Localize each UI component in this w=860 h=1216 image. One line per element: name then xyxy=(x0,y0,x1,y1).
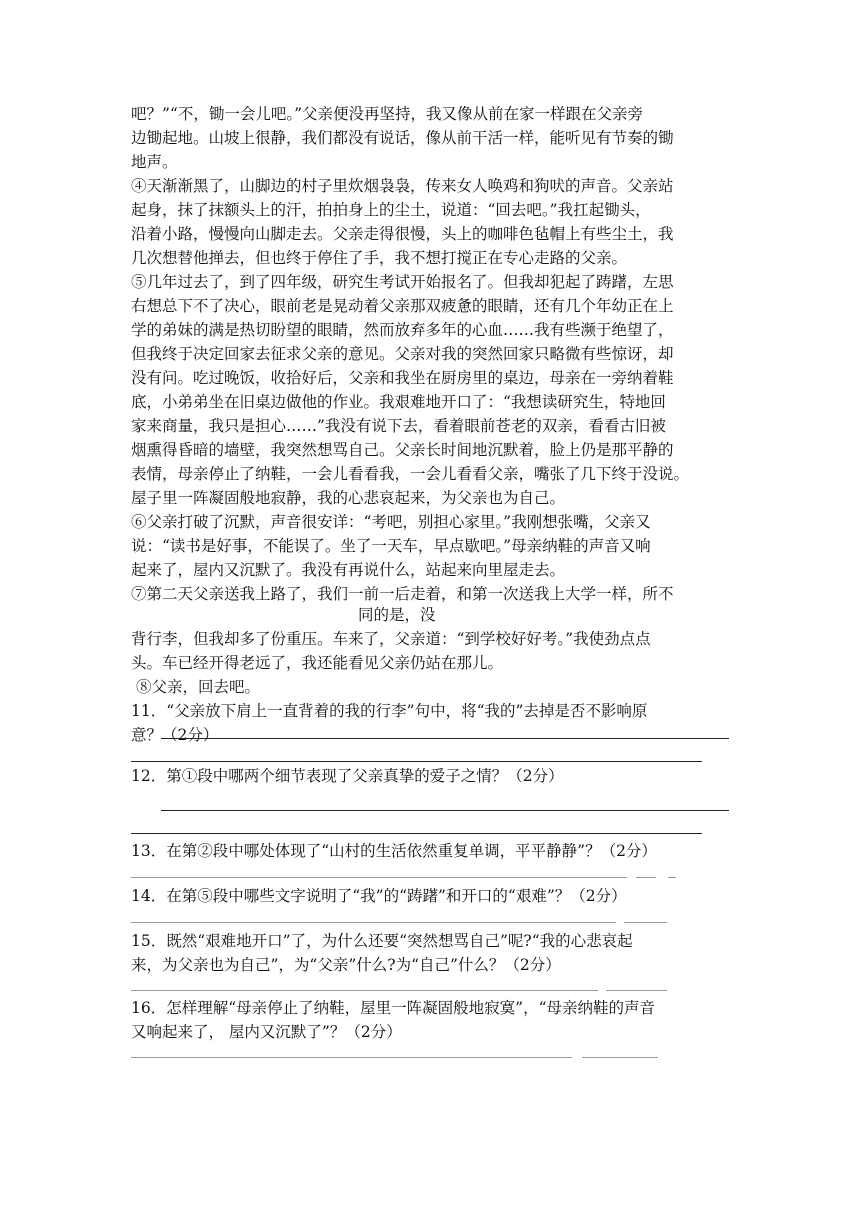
answer-line-16a[interactable] xyxy=(131,1057,572,1058)
passage-line: 烟熏得昏暗的墙壁，我突然想骂自己。父亲长时间地沉默着，脸上仍是那平静的 xyxy=(131,441,674,459)
paragraph-8: ⑧父亲，回去吧。 xyxy=(136,678,261,696)
passage-line: 没有问。吃过晚饭，收拾好后，父亲和我坐在厨房里的桌边，母亲在一旁纳着鞋 xyxy=(131,369,674,387)
paragraph-6-start: ⑥父亲打破了沉默，声音很安详：“考吧，别担心家里。”我刚想张嘴，父亲又 xyxy=(131,513,651,531)
answer-line-15b[interactable] xyxy=(606,990,667,991)
question-16: 16．怎样理解“母亲停止了纳鞋，屋里一阵凝固般地寂寞”，“母亲纳鞋的声音 xyxy=(131,999,655,1017)
paragraph-4-start: ④天渐渐黑了，山脚边的村子里炊烟袅袅，传来女人唤鸡和狗吠的声音。父亲站 xyxy=(131,177,674,195)
passage-line: 几次想替他掸去，但也终于停住了手，我不想打搅正在专心走路的父亲。 xyxy=(131,249,628,267)
passage-line: 边锄起地。山坡上很静，我们都没有说话，像从前干活一样，能听见有节奏的锄 xyxy=(131,129,674,147)
question-14: 14．在第⑤段中哪些文字说明了“我”的“踌躇”和开口的“艰难”？（2分） xyxy=(131,887,627,905)
passage-line: 头。车已经开得老远了，我还能看见父亲仍站在那儿。 xyxy=(131,654,504,672)
passage-line: 沿着小路，慢慢向山脚走去。父亲走得很慢，头上的咖啡色毡帽上有些尘土，我 xyxy=(131,225,674,243)
answer-line-14a[interactable] xyxy=(131,922,616,923)
passage-line: 底，小弟弟坐在旧桌边做他的作业。我艰难地开口了：“我想读研究生，特地回 xyxy=(131,393,666,411)
passage-line: 学的弟妹的满是热切盼望的眼睛，然而放弃多年的心血……我有些濒于绝望了， xyxy=(131,321,674,339)
answer-line-13a[interactable] xyxy=(131,877,627,878)
passage-line: 吧？”“不，锄一会儿吧。”父亲便没再坚持，我又像从前在家一样跟在父亲旁 xyxy=(131,105,644,123)
paragraph-5-start: ⑤几年过去了，到了四年级，研究生考试开始报名了。但我却犯起了踌躇，左思 xyxy=(131,273,674,291)
question-11-cont: 意？（2分） xyxy=(131,726,219,744)
passage-line: 但我终于决定回家去征求父亲的意见。父亲对我的突然回家只略微有些惊讶，却 xyxy=(131,345,674,363)
passage-line: 家来商量，我只是担心……”我没有说下去，看着眼前苍老的双亲，看看古旧被 xyxy=(131,417,666,435)
question-16-cont: 又响起来了， 屋内又沉默了”？（2分） xyxy=(131,1023,402,1041)
answer-line-13b[interactable] xyxy=(636,877,656,878)
answer-line-15a[interactable] xyxy=(131,990,598,991)
answer-line-11b[interactable] xyxy=(131,761,702,762)
passage-line: 屋子里一阵凝固般地寂静，我的心悲哀起来，为父亲也为自己。 xyxy=(131,489,566,507)
answer-line-12a[interactable] xyxy=(161,810,729,811)
passage-line: 起来了，屋内又沉默了。我没有再说什么，站起来向里屋走去。 xyxy=(131,561,566,579)
passage-line: 起身，抹了抹额头上的汗，拍拍身上的尘土，说道：“回去吧。”我扛起锄头， xyxy=(131,201,651,219)
question-13: 13．在第②段中哪处体现了“山村的生活依然重复单调，平平静静”？（2分） xyxy=(131,842,657,860)
passage-line: 说：“读书是好事，不能误了。坐了一天车，早点歇吧。”母亲纳鞋的声音又响 xyxy=(131,537,651,555)
passage-line: 右想总下不了决心，眼前老是晃动着父亲那双疲惫的眼睛，还有几个年幼正在上 xyxy=(131,297,674,315)
passage-line: 表情，母亲停止了纳鞋，一会儿看看我，一会儿看看父亲，嘴张了几下终于没说。 xyxy=(131,465,690,483)
passage-line: 地声。 xyxy=(131,153,178,171)
passage-line-fragment: 同的是，没 xyxy=(358,606,436,624)
question-15: 15．既然“艰难地开口”了，为什么还要“突然想骂自己”呢?“我的心悲哀起 xyxy=(131,932,633,950)
question-15-cont: 来，为父亲也为自己”，为“父亲”什么?为“自己”什么？（2分） xyxy=(131,956,561,974)
answer-line-11a[interactable] xyxy=(161,738,729,739)
answer-line-13c[interactable] xyxy=(668,877,676,878)
passage-line: 背行李，但我却多了份重压。车来了，父亲道：“到学校好好考。”我使劲点点 xyxy=(131,630,651,648)
paragraph-7-start: ⑦第二天父亲送我上路了，我们一前一后走着，和第一次送我上大学一样，所不 xyxy=(131,585,674,603)
answer-line-16b[interactable] xyxy=(582,1057,658,1058)
question-11: 11．“父亲放下肩上一直背着的我的行李”句中，将“我的”去掉是否不影响原 xyxy=(131,702,648,720)
answer-line-12b[interactable] xyxy=(131,833,702,834)
question-12: 12．第①段中哪两个细节表现了父亲真挚的爱子之情？（2分） xyxy=(131,767,564,785)
answer-line-14b[interactable] xyxy=(624,922,667,923)
